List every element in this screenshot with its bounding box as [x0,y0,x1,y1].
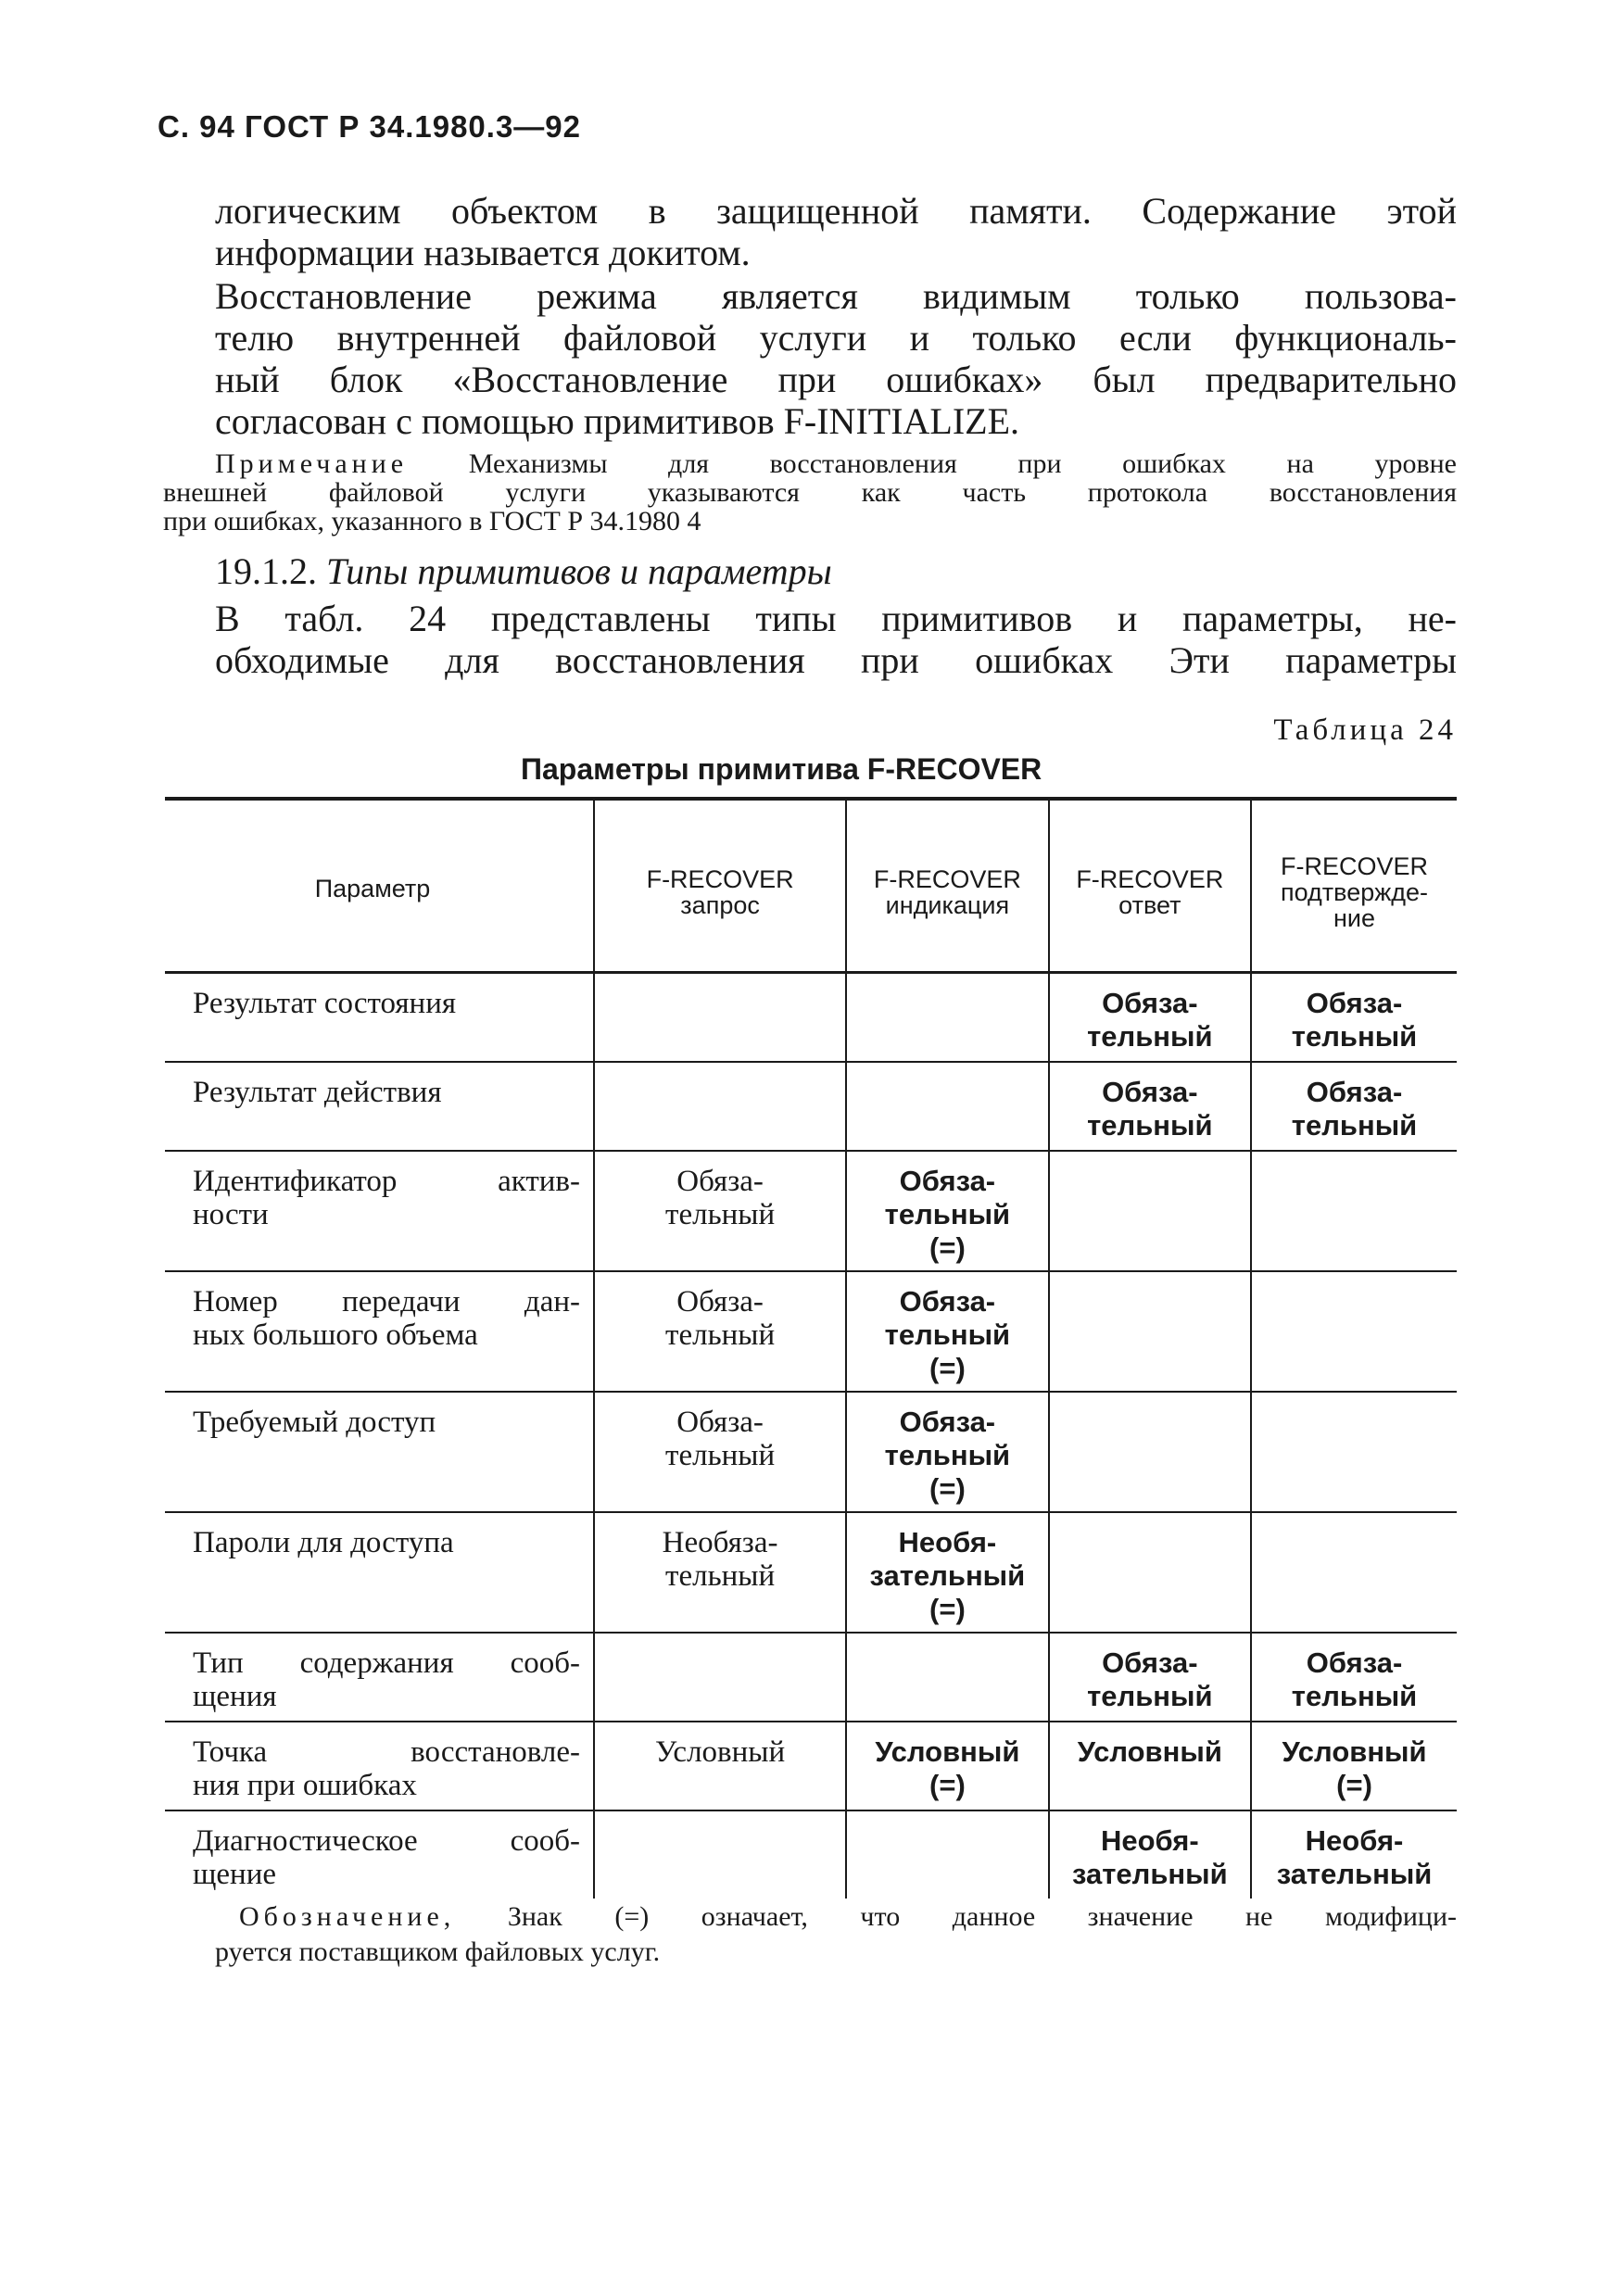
cell-text: зательный [869,1558,1026,1592]
table-cell-param [165,1633,594,1722]
cell-text: ности [193,1197,269,1231]
table-body [165,973,1457,1899]
table-cell-param [165,1062,594,1151]
table-cell-resp [1049,1151,1251,1271]
header-indication: F-RECOVER индикация [846,799,1048,973]
table-cell-resp [1049,1722,1251,1810]
text-line: телю внутренней файловой услуги и только если функциональ- [215,317,1457,359]
cell-text: (=) [929,1768,966,1801]
cell-text: тельный [665,1438,776,1472]
table-cell-req [594,1722,846,1810]
cell-text: Условный [655,1735,786,1769]
cell-text: Необя- [1100,1823,1199,1857]
table-cell-req [594,1392,846,1512]
table-cell-param [165,1271,594,1392]
section-number: 19.1.2. [215,550,317,592]
cell-text: Обяза- [899,1405,996,1438]
header-param: Параметр [165,799,594,973]
cell-text: Условный [875,1735,1020,1768]
cell-text: тельный [1291,1679,1418,1712]
note-line: при ошибках, указанного в ГОСТ Р 34.1980 4 [163,506,701,536]
paragraph-recovery-mode [215,275,1457,442]
cell-text: Обяза- [676,1284,764,1318]
table-cell-ind [846,1633,1048,1722]
cell-text: щение [193,1857,277,1891]
table-cell-resp [1049,1512,1251,1633]
table-cell-conf [1251,1062,1457,1151]
cell-text: тельный [665,1318,776,1352]
table-cell-ind [846,1271,1048,1392]
cell-text: зательный [1071,1857,1228,1890]
table-cell-conf [1251,1271,1457,1392]
cell-text: Обяза- [1306,1075,1403,1108]
text-line: ный блок «Восстановление при ошибках» был предварительно [215,359,1457,400]
cell-text: Идентификатор актив- [193,1164,580,1198]
cell-text: Обяза- [676,1164,764,1198]
legend-label: Обозначение, [239,1901,456,1932]
table-cell-ind [846,1722,1048,1810]
cell-text: (=) [929,1351,966,1384]
cell-text: (=) [929,1471,966,1505]
table-label: Таблица 24 [1273,713,1457,747]
header-confirmation: F-RECOVER подтвержде- ние [1251,799,1457,973]
table-row [165,1512,1457,1633]
table-cell-resp [1049,1633,1251,1722]
cell-text: ния при ошибках [193,1768,417,1802]
table-cell-req [594,1633,846,1722]
table-cell-req [594,1512,846,1633]
parameters-table [165,797,1457,1899]
cell-text: тельный [665,1197,776,1231]
cell-text: Необяза- [662,1525,778,1559]
header-request: F-RECOVER запрос [594,799,846,973]
legend-line: Обозначение, Знак (=) означает, что данное значение не модифици- [239,1901,1458,1932]
table-cell-resp [1049,1810,1251,1899]
cell-text: Обяза- [1306,1646,1403,1679]
cell-text: тельный [665,1558,776,1593]
table-cell-param [165,1392,594,1512]
cell-text: Условный [1077,1735,1222,1768]
cell-text: тельный [1087,1108,1213,1142]
cell-text: Диагностическое сооб- [193,1823,580,1858]
cell-text: Обяза- [899,1284,996,1318]
paragraph-table-intro [215,598,1457,681]
table-title: Параметры примитива F-RECOVER [521,752,1042,786]
cell-text: тельный [1291,1020,1418,1053]
table-row [165,1151,1457,1271]
cell-text: Обяза- [1102,1646,1198,1679]
table-cell-conf [1251,1722,1457,1810]
cell-text: Номер передачи дан- [193,1284,580,1318]
table-cell-resp [1049,1271,1251,1392]
table-cell-param [165,1151,594,1271]
table-cell-conf [1251,973,1457,1062]
cell-text: тельный [884,1438,1011,1471]
cell-text: тельный [1291,1108,1418,1142]
cell-text: Результат состояния [193,987,457,1020]
table-cell-ind [846,1392,1048,1512]
cell-text: ных большого объема [193,1318,478,1352]
cell-text: тельный [1087,1020,1213,1053]
cell-text: Пароли для доступа [193,1525,454,1559]
note-block [163,449,1457,536]
note-label: Примечание [215,448,409,479]
section-heading [215,549,832,593]
table-cell-req [594,973,846,1062]
cell-text: (=) [1336,1768,1372,1801]
table-cell-resp [1049,973,1251,1062]
table-cell-req [594,1271,846,1392]
table-cell-ind [846,1512,1048,1633]
cell-text: (=) [929,1592,966,1625]
table-cell-conf [1251,1151,1457,1271]
table-cell-ind [846,973,1048,1062]
table-row [165,973,1457,1062]
table-row [165,1392,1457,1512]
paragraph-continuation [215,190,1457,273]
cell-text: Требуемый доступ [193,1405,436,1439]
cell-text: тельный [884,1197,1011,1230]
table-cell-conf [1251,1512,1457,1633]
cell-text: тельный [884,1318,1011,1351]
text-line: информации называется докитом. [215,232,751,273]
table-cell-req [594,1151,846,1271]
table-cell-param [165,1512,594,1633]
table-cell-param [165,1722,594,1810]
cell-text: Обяза- [899,1164,996,1197]
cell-text: Необя- [1305,1823,1404,1857]
cell-text: Точка восстановле- [193,1735,580,1769]
cell-text: Необя- [898,1525,997,1558]
table-cell-resp [1049,1392,1251,1512]
table-header-row [165,799,1457,973]
table-cell-param [165,973,594,1062]
table-cell-resp [1049,1062,1251,1151]
table-row [165,1633,1457,1722]
cell-text: тельный [1087,1679,1213,1712]
table-row [165,1271,1457,1392]
note-line: Примечание Механизмы для восстановления при ошибках на уровне [215,448,1457,479]
table-cell-ind [846,1062,1048,1151]
page-header: С. 94 ГОСТ Р 34.1980.3—92 [158,109,582,144]
text-line: логическим объектом в защищенной памяти. Содержание этой [215,190,1457,232]
table-cell-conf [1251,1633,1457,1722]
table-cell-conf [1251,1810,1457,1899]
text-line: В табл. 24 представлены типы примитивов и параметры, не- [215,598,1457,639]
table-cell-conf [1251,1392,1457,1512]
header-response: F-RECOVER ответ [1049,799,1251,973]
cell-text: Обяза- [676,1405,764,1439]
cell-text: зательный [1276,1857,1433,1890]
cell-text: Результат действия [193,1075,442,1109]
table-cell-ind [846,1151,1048,1271]
cell-text: Тип содержания сооб- [193,1646,580,1680]
cell-text: (=) [929,1230,966,1264]
text-line: обходимые для восстановления при ошибках Эти параметры [215,639,1457,681]
cell-text: Обяза- [1102,1075,1198,1108]
legend-line: руется поставщиком файловых услуг. [215,1936,661,1967]
table-row [165,1062,1457,1151]
cell-text: Обяза- [1306,987,1403,1019]
cell-text: Условный [1282,1735,1427,1768]
table-cell-param [165,1810,594,1899]
table-cell-req [594,1810,846,1899]
section-title: Типы примитивов и параметры [326,550,832,592]
table-cell-ind [846,1810,1048,1899]
text-line: согласован с помощью примитивов F-INITIALIZE. [215,400,1020,442]
table-cell-req [594,1062,846,1151]
cell-text: щения [193,1679,277,1713]
legend-block [215,1899,1457,1970]
table-row [165,1810,1457,1899]
text-line: Восстановление режима является видимым только пользова- [215,275,1457,317]
table-row [165,1722,1457,1810]
note-line: внешней файловой услуги указываются как часть протокола восстановления [163,477,1457,508]
cell-text: Обяза- [1102,987,1198,1019]
